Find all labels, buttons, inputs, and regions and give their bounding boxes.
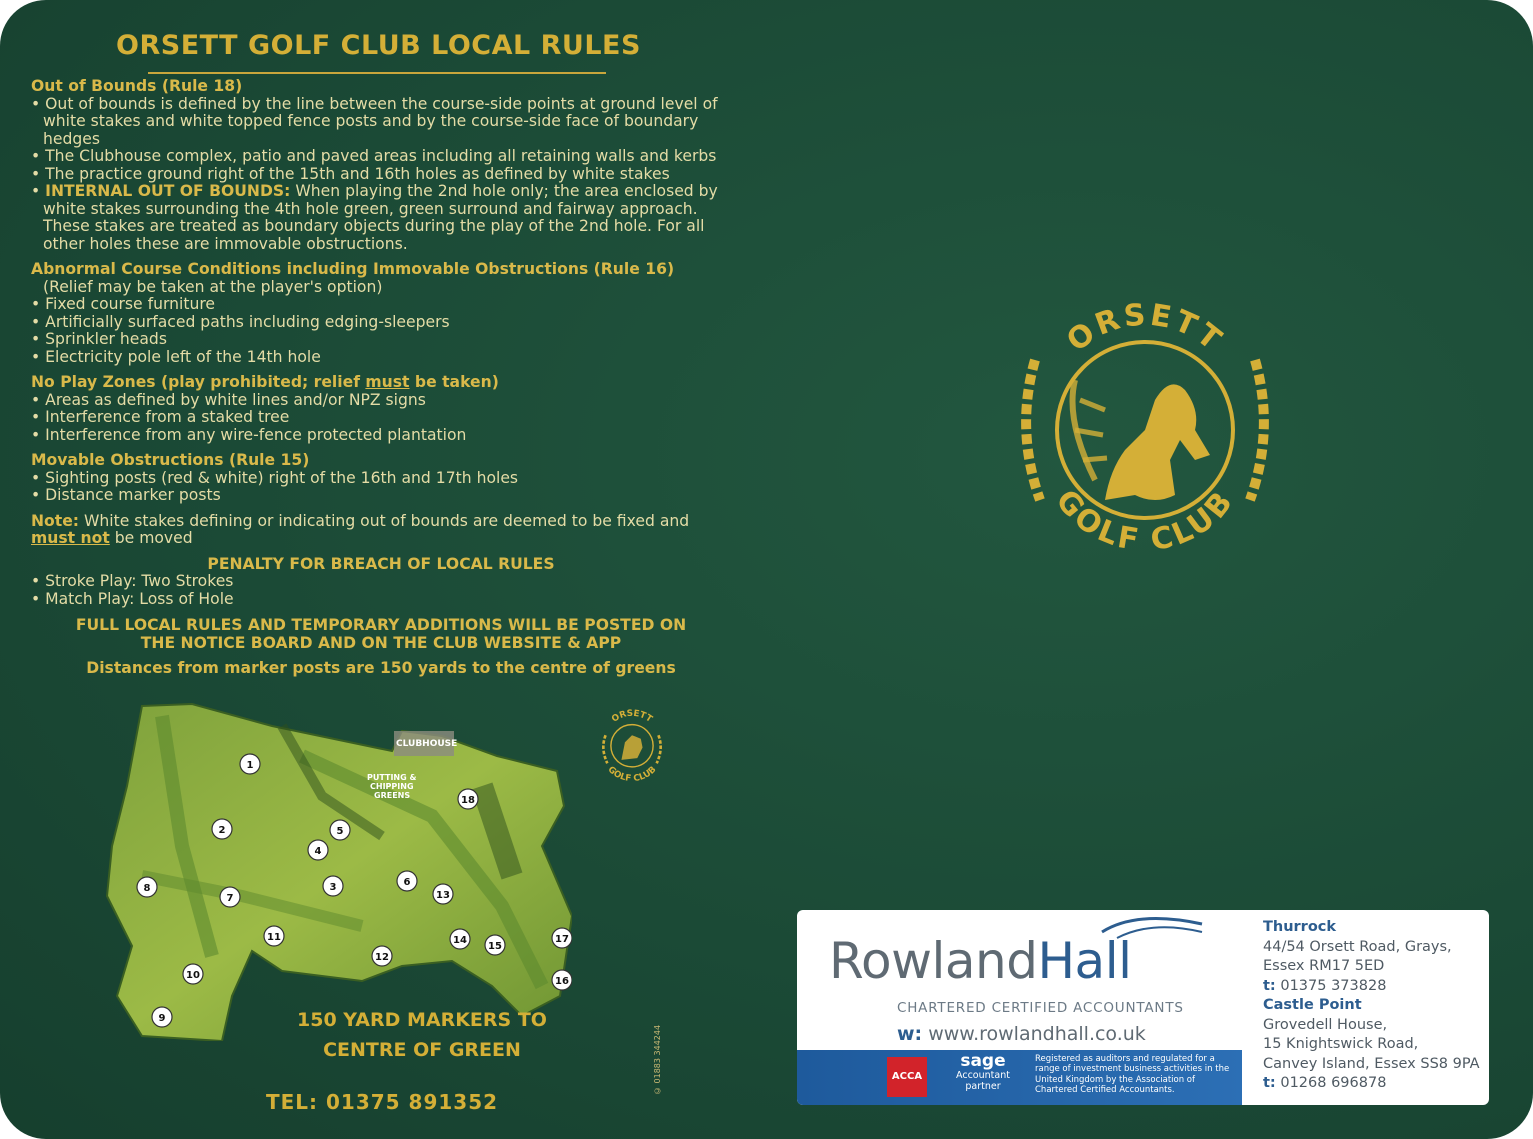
clubhouse-label: CLUBHOUSE xyxy=(396,739,458,749)
castle-point-tel-number: 01268 696878 xyxy=(1280,1075,1387,1091)
svg-text:ORSETT xyxy=(610,709,654,725)
hole-marker-6 xyxy=(397,871,417,891)
acc-item: • Fixed course furniture xyxy=(31,296,731,314)
oob-heading: Out of Bounds (Rule 18) xyxy=(31,77,243,95)
internal-oob-text: When playing the 2nd hole only; the area enclosed by white stakes surrounding the 4th hole green, green surround and fairway approach. These stakes are treated as boundary objects during the play of the 2nd hole. For all other holes these are immovable obstructions. xyxy=(43,182,718,253)
logo-top-text: ORSETT xyxy=(1060,297,1230,360)
npz-item: • Interference from any wire-fence protected plantation xyxy=(31,427,731,445)
hole-number: 15 xyxy=(488,941,502,952)
npz-heading-must: must xyxy=(365,373,410,391)
thurrock-tel-number: 01375 373828 xyxy=(1280,977,1387,994)
oob-item-internal xyxy=(31,183,731,253)
penalty-item: • Match Play: Loss of Hole xyxy=(31,591,731,609)
hole-number: 11 xyxy=(267,932,281,943)
sage-accountant: Accountant xyxy=(956,1070,1010,1081)
note-must-not: must not xyxy=(31,529,110,547)
acc-subtext: (Relief may be taken at the player's option) xyxy=(43,277,383,296)
putting-label-2: CHIPPING xyxy=(370,782,414,791)
hole-marker-16 xyxy=(552,970,572,990)
hole-marker-4 xyxy=(308,840,328,860)
office-castle-point: Castle Point xyxy=(1263,997,1362,1013)
hole-number: 8 xyxy=(143,883,151,894)
logo-bottom-text: GOLF CLUB xyxy=(1048,483,1242,559)
note-text-b: be moved xyxy=(109,529,193,547)
yard-markers-line-1: 150 YARD MARKERS TO xyxy=(297,1009,547,1031)
hole-marker-5 xyxy=(330,820,350,840)
brand-subtitle: CHARTERED CERTIFIED ACCOUNTANTS xyxy=(897,1000,1184,1016)
sage-partner: partner xyxy=(965,1081,1001,1092)
hole-marker-7 xyxy=(220,887,240,907)
hole-marker-3 xyxy=(323,876,343,896)
website xyxy=(897,1023,1146,1045)
hole-number: 4 xyxy=(314,846,322,857)
hole-number: 9 xyxy=(158,1013,166,1024)
acca-logo-icon: ACCA xyxy=(887,1057,927,1097)
page-title: ORSETT GOLF CLUB LOCAL RULES xyxy=(116,30,641,61)
oob-item: • Out of bounds is defined by the line between the course-side points at ground level of white stakes and white topped fence posts and by the course-side face of boundary hedges xyxy=(31,96,731,149)
internal-oob-label: INTERNAL OUT OF BOUNDS: xyxy=(45,182,291,200)
hole-number: 17 xyxy=(555,934,569,945)
penalty-heading: PENALTY FOR BREACH OF LOCAL RULES xyxy=(207,554,555,573)
castle-point-tel-label: t: xyxy=(1263,1075,1276,1091)
accreditation-band xyxy=(797,1050,1242,1105)
svg-text:ORSETT xyxy=(1061,297,1230,359)
acc-item: • Artificially surfaced paths including edging-sleepers xyxy=(31,314,731,332)
note-text-a: White stakes defining or indicating out of bounds are deemed to be fixed and xyxy=(79,511,690,530)
hole-number: 6 xyxy=(403,877,411,888)
small-logo-bottom-text: GOLF CLUB xyxy=(605,764,659,785)
yard-markers-note xyxy=(292,1005,552,1065)
hole-number: 12 xyxy=(375,952,389,963)
thurrock-tel xyxy=(1263,977,1483,997)
yard-markers-line-2: CENTRE OF GREEN xyxy=(323,1039,521,1061)
hole-marker-2 xyxy=(212,819,232,839)
sage-partner-logo-icon xyxy=(943,1052,1023,1092)
website-label: w: xyxy=(897,1023,923,1045)
small-club-logo-icon xyxy=(588,700,676,788)
thurrock-tel-label: t: xyxy=(1263,977,1276,994)
movable-item: • Sighting posts (red & white) right of the 16th and 17th holes xyxy=(31,470,731,488)
hole-number: 3 xyxy=(329,882,337,893)
brand-hall: Hall xyxy=(1037,932,1132,990)
brand-name xyxy=(829,932,1131,990)
npz-heading-a: No Play Zones (play prohibited; relief xyxy=(31,373,366,391)
oob-item: • The Clubhouse complex, patio and paved areas including all retaining walls and kerbs xyxy=(31,148,731,166)
hole-number: 13 xyxy=(436,890,450,901)
thurrock-address-2: Essex RM17 5ED xyxy=(1263,958,1385,974)
acc-item: • Sprinkler heads xyxy=(31,331,731,349)
club-logo-icon xyxy=(995,280,1295,580)
rowland-hall-advert xyxy=(797,910,1489,1105)
hole-marker-8 xyxy=(137,877,157,897)
local-rules xyxy=(31,78,731,678)
hole-number: 7 xyxy=(226,893,234,904)
hole-number: 14 xyxy=(453,935,467,946)
website-url: www.rowlandhall.co.uk xyxy=(928,1023,1146,1045)
note xyxy=(31,513,731,548)
acc-item: • Electricity pole left of the 14th hole xyxy=(31,349,731,367)
castle-point-address-1: Grovedell House, xyxy=(1263,1016,1388,1033)
title-underline xyxy=(148,72,606,74)
hole-marker-15 xyxy=(485,935,505,955)
distances-note: Distances from marker posts are 150 yards to the centre of greens xyxy=(86,659,676,677)
hole-number: 10 xyxy=(186,970,200,981)
movable-heading: Movable Obstructions (Rule 15) xyxy=(31,451,310,469)
npz-item: • Interference from a staked tree xyxy=(31,409,731,427)
hole-number: 2 xyxy=(218,825,226,836)
note-label: Note: xyxy=(31,511,80,530)
npz-heading xyxy=(31,374,731,392)
hole-number: 16 xyxy=(555,976,569,987)
registration-text: Registered as auditors and regulated for a range of investment business activities in the United Kingdom by the Association of Chartered Certified Accountants. xyxy=(1035,1054,1230,1095)
small-logo-top-text: ORSETT xyxy=(610,708,654,725)
hole-marker-12 xyxy=(372,946,392,966)
sage-text: sage xyxy=(960,1051,1006,1071)
thurrock-address-1: 44/54 Orsett Road, Grays, xyxy=(1263,938,1452,955)
hole-marker-17 xyxy=(552,928,572,948)
hole-marker-11 xyxy=(264,926,284,946)
brand-rowland: Rowland xyxy=(829,932,1038,990)
hole-marker-13 xyxy=(433,884,453,904)
hole-marker-18 xyxy=(458,789,478,809)
acc-heading: Abnormal Course Conditions including Immovable Obstructions (Rule 16) xyxy=(31,260,675,278)
putting-label-3: GREENS xyxy=(374,791,411,800)
office-thurrock: Thurrock xyxy=(1263,919,1337,935)
hole-marker-9 xyxy=(152,1007,172,1027)
print-code: © 01883 344244 xyxy=(653,1024,662,1095)
penalty-item: • Stroke Play: Two Strokes xyxy=(31,573,731,591)
castle-point-address-3: Canvey Island, Essex SS8 9PA xyxy=(1263,1055,1480,1072)
npz-heading-b: be taken) xyxy=(409,373,499,391)
npz-item: • Areas as defined by white lines and/or NPZ signs xyxy=(31,392,731,410)
oob-item: • The practice ground right of the 15th and 16th holes as defined by white stakes xyxy=(31,166,731,184)
castle-point-tel xyxy=(1263,1074,1483,1094)
hole-number: 5 xyxy=(336,826,344,837)
club-telephone: TEL: 01375 891352 xyxy=(266,1090,499,1114)
hole-marker-1 xyxy=(240,754,260,774)
putting-label-1: PUTTING & xyxy=(367,773,417,782)
office-addresses xyxy=(1263,918,1483,1094)
full-rules-notice: FULL LOCAL RULES AND TEMPORARY ADDITIONS WILL BE POSTED ON THE NOTICE BOARD AND ON THE CLUB WEBSITE & APP xyxy=(75,616,687,652)
hole-marker-14 xyxy=(450,929,470,949)
hole-marker-10 xyxy=(183,964,203,984)
hole-number: 18 xyxy=(461,795,475,806)
castle-point-address-2: 15 Knightswick Road, xyxy=(1263,1036,1419,1052)
hole-number: 1 xyxy=(246,760,254,771)
movable-item: • Distance marker posts xyxy=(31,487,731,505)
course-map xyxy=(102,696,572,1041)
